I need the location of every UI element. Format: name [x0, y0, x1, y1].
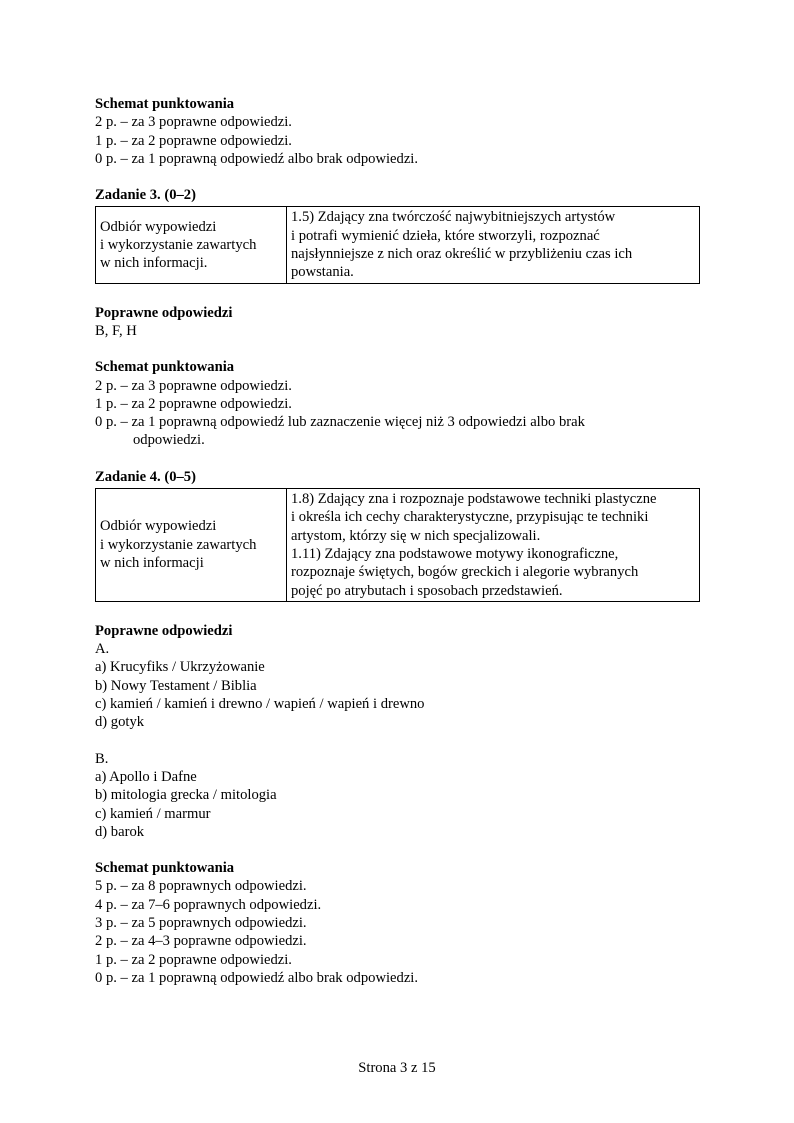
scoring-line: 2 p. – za 3 poprawne odpowiedzi.: [95, 377, 292, 394]
requirement-text: Odbiór wypowiedzi: [100, 218, 217, 235]
document-page: [95, 95, 700, 987]
task-3-requirements-table: [95, 206, 700, 283]
answer-item: c) kamień / kamień i drewno / wapień / wapień i drewno: [95, 696, 425, 713]
requirement-text: 1.8) Zdający zna i rozpoznaje podstawowe techniki plastyczne: [291, 491, 657, 508]
requirement-text: powstania.: [291, 264, 354, 281]
scoring-line: 1 p. – za 2 poprawne odpowiedzi.: [95, 951, 292, 968]
answer-item: c) kamień / marmur: [95, 805, 211, 822]
requirement-text: Odbiór wypowiedzi: [100, 518, 217, 535]
scoring-line: 3 p. – za 5 poprawnych odpowiedzi.: [95, 914, 307, 931]
scoring-line: 2 p. – za 3 poprawne odpowiedzi.: [95, 114, 292, 131]
scoring-line: 0 p. – za 1 poprawną odpowiedź albo brak odpowiedzi.: [95, 969, 418, 986]
requirement-text: i wykorzystanie zawartych: [100, 236, 257, 253]
scoring-heading: Schemat punktowania: [95, 96, 235, 112]
scoring-line: 0 p. – za 1 poprawną odpowiedź lub zaznaczenie więcej niż 3 odpowiedzi albo brak: [95, 414, 585, 431]
requirement-general-cell: [96, 207, 287, 283]
scoring-line-continuation: odpowiedzi.: [133, 432, 205, 449]
requirement-text: rozpoznaje świętych, bogów greckich i alegorie wybranych: [291, 564, 639, 581]
answers-heading: Poprawne odpowiedzi: [95, 622, 233, 639]
requirement-text: i wykorzystanie zawartych: [100, 536, 257, 553]
requirement-text: 1.11) Zdający zna podstawowe motywy ikonograficzne,: [291, 545, 619, 562]
scoring-line: 1 p. – za 2 poprawne odpowiedzi.: [95, 132, 292, 149]
task-4-title: Zadanie 4. (0–5): [95, 468, 196, 485]
page-number: Strona 3 z 15: [358, 1060, 436, 1076]
answer-item: a) Apollo i Dafne: [95, 768, 197, 785]
requirement-detail-cell: [287, 207, 700, 283]
answer-item: d) gotyk: [95, 714, 145, 731]
requirement-text: w nich informacji: [100, 555, 204, 572]
scoring-line: 5 p. – za 8 poprawnych odpowiedzi.: [95, 878, 307, 895]
task-3-title: Zadanie 3. (0–2): [95, 187, 196, 204]
requirement-text: najsłynniejsze z nich oraz określić w przybliżeniu czas ich: [291, 246, 633, 263]
answer-item: b) Nowy Testament / Biblia: [95, 677, 257, 694]
requirement-text: w nich informacji.: [100, 255, 208, 272]
answer-item: d) barok: [95, 823, 145, 840]
scoring-heading: Schemat punktowania: [95, 359, 235, 376]
requirement-text: 1.5) Zdający zna twórczość najwybitniejszych artystów: [291, 209, 616, 226]
answer-item: b) mitologia grecka / mitologia: [95, 787, 277, 804]
answer-item: a) Krucyfiks / Ukrzyżowanie: [95, 659, 265, 676]
requirement-general-cell: [96, 489, 287, 602]
scoring-line: 0 p. – za 1 poprawną odpowiedź albo brak odpowiedzi.: [95, 150, 418, 167]
answers-part-a-label: A.: [95, 641, 110, 658]
answers-heading: Poprawne odpowiedzi: [95, 304, 233, 321]
task-4-requirements-table: [95, 488, 700, 602]
requirement-detail-cell: [287, 489, 700, 602]
answers-part-b-label: B.: [95, 750, 109, 767]
requirement-text: i potrafi wymienić dzieła, które stworzyli, rozpoznać: [291, 227, 600, 244]
scoring-line: 4 p. – za 7–6 poprawnych odpowiedzi.: [95, 896, 322, 913]
requirement-text: i określa ich cechy charakterystyczne, przypisując te techniki: [291, 509, 649, 526]
scoring-heading: Schemat punktowania: [95, 860, 235, 877]
requirement-text: pojęć po atrybutach i sposobach przedstawień.: [291, 582, 563, 599]
scoring-line: 1 p. – za 2 poprawne odpowiedzi.: [95, 395, 292, 412]
requirement-text: artystom, którzy się w nich specjalizowali.: [291, 527, 541, 544]
scoring-line: 2 p. – za 4–3 poprawne odpowiedzi.: [95, 933, 307, 950]
answers-text: B, F, H: [95, 322, 137, 339]
